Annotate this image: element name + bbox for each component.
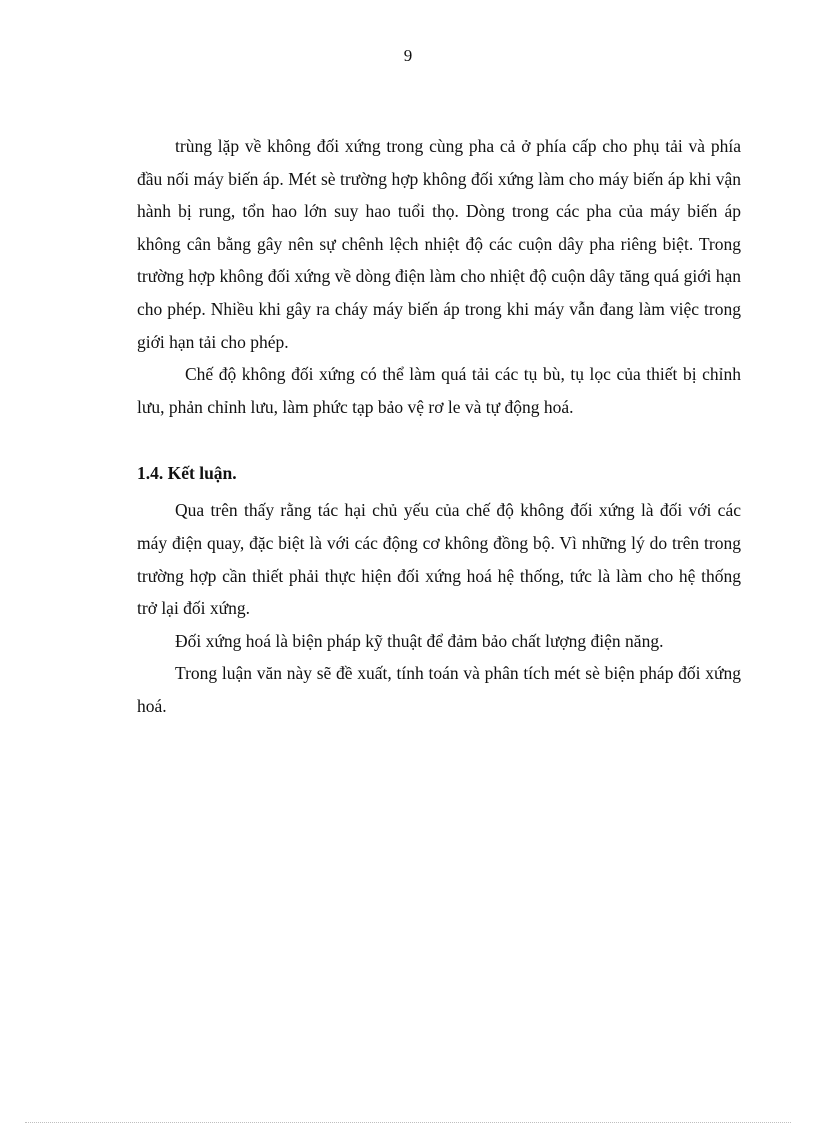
page-body bbox=[137, 130, 741, 723]
paragraph-conclusion-summary: Qua trên thấy rằng tác hại chủ yếu của chế độ không đối xứng là đối với các máy điện quay, đặc biệt là với các động cơ không đồng bộ. Vì những lý do trên trong trường hợp cần thiết phải thực hiện đối xứng hoá hệ thống, tức là làm cho hệ thống trở lại đối xứng. bbox=[137, 500, 741, 619]
paragraph-thesis-proposal: Trong luận văn này sẽ đề xuất, tính toán và phân tích mét sè biện pháp đối xứng hoá. bbox=[137, 663, 741, 716]
page-number: 9 bbox=[403, 46, 413, 65]
paragraph-symmetrization-definition: Đối xứng hoá là biện pháp kỹ thuật để đảm bảo chất lượng điện năng. bbox=[175, 630, 664, 651]
section-heading-conclusion: 1.4. Kết luận. bbox=[137, 463, 237, 484]
paragraph-capacitor-overload: Chế độ không đối xứng có thể làm quá tải các tụ bù, tụ lọc của thiết bị chỉnh lưu, phản chỉnh lưu, làm phức tạp bảo vệ rơ le và tự động hoá. bbox=[137, 364, 741, 417]
paragraph-transformer-asymmetry: trùng lặp về không đối xứng trong cùng pha cả ở phía cấp cho phụ tải và phía đầu nối máy biến áp. Mét sè trường hợp không đối xứng làm cho máy biến áp khi vận hành bị rung, tổn hao lớn suy hao tuổi thọ. Dòng trong các pha của máy biến áp không cân bằng gây nên sự chênh lệch nhiệt độ các cuộn dây pha riêng biệt. Trong trường hợp không đối xứng về dòng điện làm cho nhiệt độ cuộn dây tăng quá giới hạn cho phép. Nhiều khi gây ra cháy máy biến áp trong khi máy vẫn đang làm việc trong giới hạn tải cho phép. bbox=[137, 136, 741, 352]
